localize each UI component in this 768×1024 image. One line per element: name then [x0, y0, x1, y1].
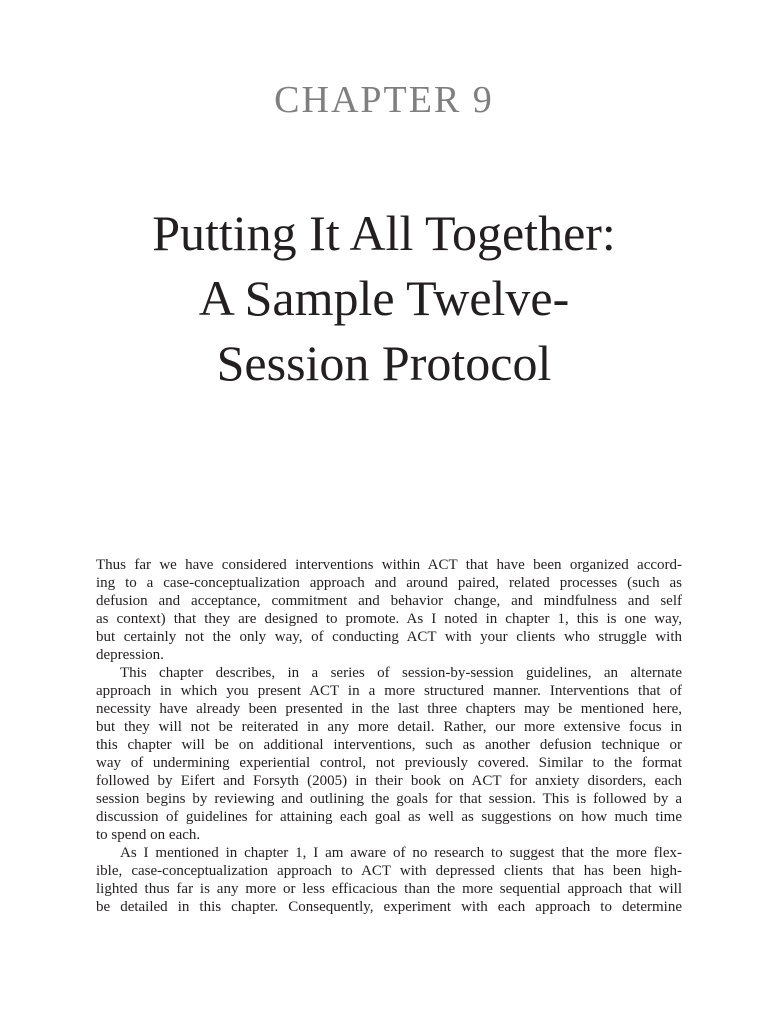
body-line: followed by Eifert and Forsyth (2005) in their book on ACT for anxiety disorders, each	[96, 773, 682, 789]
body-line: This chapter describes, in a series of session-by-session guidelines, an alternate	[120, 665, 682, 681]
body-line: ible, case-conceptualization approach to ACT with depressed clients that has been high-	[96, 863, 682, 879]
body-line: this chapter will be on additional interventions, such as another defusion technique or	[96, 737, 682, 753]
chapter-label: CHAPTER 9	[274, 79, 494, 121]
body-line: Thus far we have considered interventions within ACT that have been organized accord-	[96, 557, 682, 573]
body-line: approach in which you present ACT in a more structured manner. Interventions that of	[96, 683, 682, 699]
body-line: ing to a case-conceptualization approach and around paired, related processes (such as	[96, 575, 682, 591]
chapter-title-line: A Sample Twelve-	[198, 270, 570, 326]
body-line: to spend on each.	[96, 827, 201, 843]
chapter-title	[0, 201, 768, 396]
body-line: be detailed in this chapter. Consequently, experiment with each approach to determine	[96, 899, 682, 915]
body-line: lighted thus far is any more or less efficacious than the more sequential approach that will	[96, 881, 682, 897]
body-text	[96, 556, 682, 916]
chapter-title-line: Session Protocol	[216, 335, 552, 391]
body-line: defusion and acceptance, commitment and behavior change, and mindfulness and self	[96, 593, 682, 609]
body-line: discussion of guidelines for attaining each goal as well as suggestions on how much time	[96, 809, 682, 825]
body-line: but certainly not the only way, of conducting ACT with your clients who struggle with	[96, 629, 682, 645]
body-line: session begins by reviewing and outlining the goals for that session. This is followed by a	[96, 791, 682, 807]
body-line: but they will not be reiterated in any more detail. Rather, our more extensive focus in	[96, 719, 682, 735]
body-line: depression.	[96, 647, 164, 663]
body-line: As I mentioned in chapter 1, I am aware of no research to suggest that the more flex-	[120, 845, 682, 861]
body-line: necessity have already been presented in the last three chapters may be mentioned here,	[96, 701, 682, 717]
chapter-title-line: Putting It All Together:	[152, 205, 616, 261]
body-line: as context) that they are designed to promote. As I noted in chapter 1, this is one way,	[96, 611, 682, 627]
body-line: way of undermining experiential control, not previously covered. Similar to the format	[96, 755, 682, 771]
